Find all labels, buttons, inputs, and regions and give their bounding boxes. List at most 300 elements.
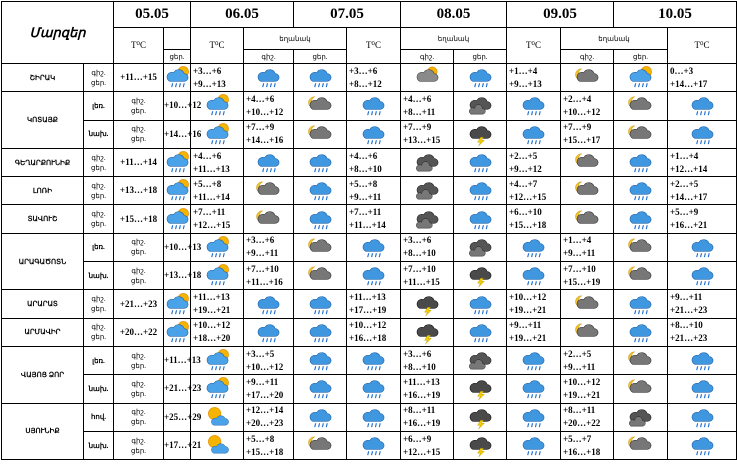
weather-cell [164,318,191,346]
rain-cloud-icon [521,348,546,373]
day-subheader: ցեր. [164,50,191,64]
temperature-range: +3…+6 +8…+12 [347,64,401,92]
day-temperature: +13…+18 [164,262,191,290]
weather-cell [614,346,668,374]
cloud-moon-icon [575,178,600,203]
weather-cell [164,148,191,176]
night-subheader: գիշ. [244,50,294,64]
sun-rain-icon [628,65,653,90]
rain-cloud-icon [361,405,386,430]
weather-cell [347,262,401,290]
weather-cell [347,233,401,261]
temperature-range: +7…+9 +14…+16 [244,120,294,148]
period-label: գիշ. ցեր. [114,375,164,403]
cloud-moon-icon [575,65,600,90]
weather-cell [244,148,294,176]
date-header: 07.05 [294,2,401,28]
cloud-sun-icon [415,65,440,90]
temperature-range: +7…+11 +11…+14 [347,205,401,233]
rain-cloud-icon [521,122,546,147]
rain-cloud-icon [468,320,493,345]
weather-cell [614,205,668,233]
weather-cell [347,375,401,403]
region-name: ԱՐՄԱՎԻՐ [2,318,84,346]
weather-cell [164,290,191,318]
region-row [2,92,737,120]
weather-cell [454,346,507,374]
cloud-icon [628,405,653,430]
sun-cloud-icon [205,433,230,458]
temperature-range: +7…+11 +12…+15 [191,205,244,233]
day-temperature: +21…+23 [164,375,191,403]
weather-cell [454,262,507,290]
temperature-range: +3…+6 +9…+11 [244,233,294,261]
day-temperature: +10…+12 [164,92,191,120]
period-label: գիշ. ցեր. [84,290,114,318]
subregion-label: նախ. [84,262,114,290]
rain-cloud-icon [468,178,493,203]
rain-cloud-icon [690,122,715,147]
weather-cell [454,120,507,148]
weather-cell [294,431,347,459]
rain-cloud-icon [521,405,546,430]
weather-cell [507,92,561,120]
day-temperature: +11…+14 [114,148,164,176]
rain-cloud-icon [628,292,653,317]
period-label: գիշ. ցեր. [84,318,114,346]
rain-cloud-icon [468,292,493,317]
temperature-range: +11…+13 +16…+19 [401,375,454,403]
period-label: գիշ. ցեր. [84,177,114,205]
region-row [2,431,737,459]
temperature-range: +2…+5 +14…+17 [668,177,737,205]
day-temperature: +25…+29 [164,403,191,431]
region-row [2,120,737,148]
weather-cell [507,233,561,261]
weather-cell [614,233,668,261]
weather-cell [454,64,507,92]
temperature-range: +4…+7 +12…+15 [507,177,561,205]
rain-cloud-icon [308,376,333,401]
rain-cloud-icon [521,376,546,401]
temperature-range: +10…+12 +19…+21 [561,375,614,403]
temperature-range: +4…+6 +10…+12 [244,92,294,120]
region-name: ՏԱՎՈՒՇ [2,205,84,233]
temperature-range: +9…+11 +19…+21 [507,318,561,346]
region-name: ՎԱՅՈՑ ՁՈՐ [2,346,84,403]
weather-cell [668,431,737,459]
sun-rain-icon [205,376,230,401]
thunderstorm-icon [468,376,493,401]
weather-cell [454,148,507,176]
period-label: գիշ. ցեր. [114,262,164,290]
rain-cloud-icon [361,376,386,401]
period-label: գիշ. ցեր. [84,205,114,233]
thunderstorm-icon [415,292,440,317]
cloud-icon [468,235,493,260]
cloud-icon [415,178,440,203]
rain-cloud-icon [690,93,715,118]
rain-cloud-icon [256,292,281,317]
region-row [2,233,737,261]
rain-cloud-icon [308,320,333,345]
sun-rain-icon [205,348,230,373]
temperature-range: +3…+6 +8…+10 [401,233,454,261]
cloud-moon-icon [575,207,600,232]
weather-cell [401,290,454,318]
rain-cloud-icon [690,433,715,458]
rain-cloud-icon [690,263,715,288]
sun-rain-icon [165,178,190,203]
weather-cell [294,64,347,92]
weather-header: եղանակ [401,28,507,50]
rain-cloud-icon [628,178,653,203]
weather-cell [454,233,507,261]
temperature-range: +8…+11 +20…+22 [561,403,614,431]
weather-cell [668,92,737,120]
sun-rain-icon [165,292,190,317]
day-temperature: +14…+16 [164,120,191,148]
temperature-range: +7…+9 +13…+15 [401,120,454,148]
day-temperature: +11…+15 [114,64,164,92]
temperature-range: +7…+10 +11…+16 [244,262,294,290]
weather-cell [401,177,454,205]
weather-cell [294,262,347,290]
cloud-moon-icon [256,207,281,232]
cloud-moon-icon [308,122,333,147]
day-temperature: +15…+18 [114,205,164,233]
temp-header: T⁰C [191,28,244,64]
temperature-range: +1…+4 +12…+14 [668,148,737,176]
weather-cell [294,375,347,403]
weather-cell [668,120,737,148]
rain-cloud-icon [308,348,333,373]
cloud-moon-icon [628,122,653,147]
region-name: ՇԻՐԱԿ [2,64,84,92]
temperature-range: +5…+7 +16…+18 [561,431,614,459]
weather-cell [507,431,561,459]
day-temperature: +21…+23 [114,290,164,318]
weather-header: եղանակ [561,28,668,50]
sun-cloud-icon [205,405,230,430]
weather-header: եղանակ [244,28,347,50]
temperature-range: +5…+8 +11…+14 [191,177,244,205]
weather-cell [668,233,737,261]
period-label: գիշ. ցեր. [114,92,164,120]
cloud-moon-icon [628,263,653,288]
weather-cell [294,120,347,148]
temperature-range: +7…+10 +11…+15 [401,262,454,290]
weather-cell [614,403,668,431]
region-column-header: Մարզեր [2,2,114,64]
weather-cell [294,346,347,374]
weather-cell [401,64,454,92]
rain-cloud-icon [628,150,653,175]
day-temperature: +20…+22 [114,318,164,346]
temperature-range: +5…+9 +16…+21 [668,205,737,233]
temperature-range: +7…+9 +15…+17 [561,120,614,148]
weather-cell [614,120,668,148]
region-row [2,177,737,205]
rain-cloud-icon [308,150,333,175]
sun-rain-icon [165,320,190,345]
weather-cell [507,120,561,148]
weather-cell [561,318,614,346]
temperature-range: +10…+12 +16…+18 [347,318,401,346]
temperature-range: +6…+9 +12…+15 [401,431,454,459]
region-name: ԿՈՏԱՅՔ [2,92,84,149]
sun-rain-icon [165,150,190,175]
temperature-range: +7…+10 +15…+19 [561,262,614,290]
rain-cloud-icon [628,320,653,345]
temperature-range: +2…+4 +10…+12 [561,92,614,120]
weather-cell [347,120,401,148]
region-row [2,64,737,92]
weather-cell [347,346,401,374]
temp-header: T⁰C [347,28,401,64]
date-header: 08.05 [401,2,507,28]
cloud-moon-icon [308,235,333,260]
subregion-label: լեռ. [84,233,114,261]
day-subheader: ցեր. [614,50,668,64]
sun-rain-icon [165,207,190,232]
region-row [2,318,737,346]
temperature-range: +4…+6 +8…+10 [347,148,401,176]
cloud-moon-icon [256,178,281,203]
weather-cell [164,205,191,233]
region-name: ԳԵՂԱՐՔՈՒՆԻՔ [2,148,84,176]
cloud-moon-icon [575,320,600,345]
temperature-range: +2…+5 +9…+12 [507,148,561,176]
temperature-range: +9…+11 +17…+20 [244,375,294,403]
weather-cell [454,177,507,205]
thunderstorm-icon [468,263,493,288]
cloud-moon-icon [575,292,600,317]
period-label: գիշ. ցեր. [114,346,164,374]
rain-cloud-icon [628,207,653,232]
rain-cloud-icon [361,122,386,147]
temperature-range: +10…+12 +19…+21 [507,290,561,318]
weather-cell [347,431,401,459]
weather-cell [668,346,737,374]
region-name: ՍՅՈՒՆԻՔ [2,403,84,460]
weather-cell [454,375,507,403]
cloud-icon [468,348,493,373]
cloud-moon-icon [628,376,653,401]
day-temperature: +13…+18 [114,177,164,205]
rain-cloud-icon [256,65,281,90]
rain-cloud-icon [468,150,493,175]
thunderstorm-icon [468,122,493,147]
temp-header: T⁰C [668,28,737,64]
day-temperature: +17…+21 [164,431,191,459]
cloud-moon-icon [628,348,653,373]
rain-cloud-icon [521,235,546,260]
date-header: 05.05 [114,2,191,28]
cloud-moon-icon [308,93,333,118]
period-label: գիշ. ցեր. [114,403,164,431]
weather-cell [401,148,454,176]
weather-cell [614,290,668,318]
temperature-range: +8…+11 +16…+19 [401,403,454,431]
weather-cell [561,290,614,318]
period-label: գիշ. ցեր. [114,120,164,148]
temperature-range: +4…+6 +8…+11 [401,92,454,120]
region-row [2,375,737,403]
temperature-range: +1…+4 +9…+11 [561,233,614,261]
cloud-moon-icon [628,433,653,458]
rain-cloud-icon [308,292,333,317]
weather-cell [294,233,347,261]
cloud-moon-icon [308,263,333,288]
weather-cell [614,318,668,346]
rain-cloud-icon [361,93,386,118]
temperature-range: +6…+10 +15…+18 [507,205,561,233]
temp-header: T⁰C [507,28,561,64]
weather-cell [454,318,507,346]
day-subheader: ցեր. [454,50,507,64]
temperature-range: +3…+6 +9…+13 [191,64,244,92]
temperature-range: +5…+8 +15…+18 [244,431,294,459]
sun-rain-icon [205,263,230,288]
weather-cell [614,64,668,92]
weather-cell [614,92,668,120]
weather-cell [294,177,347,205]
weather-cell [454,431,507,459]
weather-cell [347,92,401,120]
weather-cell [454,290,507,318]
weather-cell [294,290,347,318]
weather-cell [507,262,561,290]
temperature-range: +3…+6 +8…+10 [401,346,454,374]
weather-cell [561,64,614,92]
temperature-range: +2…+5 +9…+11 [561,346,614,374]
sun-rain-icon [205,122,230,147]
rain-cloud-icon [308,405,333,430]
weather-cell [244,205,294,233]
weather-cell [454,92,507,120]
subregion-label: լեռ. [84,92,114,120]
cloud-icon [415,207,440,232]
subregion-label: նախ. [84,120,114,148]
temperature-range: +11…+13 +17…+19 [347,290,401,318]
weather-cell [614,262,668,290]
rain-cloud-icon [256,150,281,175]
weather-cell [668,262,737,290]
temperature-range: +3…+5 +10…+12 [244,346,294,374]
rain-cloud-icon [308,178,333,203]
weather-cell [561,205,614,233]
date-header: 10.05 [614,2,737,28]
rain-cloud-icon [521,263,546,288]
temperature-range: +5…+8 +9…+11 [347,177,401,205]
temperature-range: +1…+4 +9…+13 [507,64,561,92]
rain-cloud-icon [690,376,715,401]
temperature-range: +9…+11 +21…+23 [668,290,737,318]
weather-cell [244,177,294,205]
weather-cell [294,318,347,346]
weather-cell [401,318,454,346]
subregion-label: հով. [84,403,114,431]
region-name: ԼՈՌԻ [2,177,84,205]
day-subheader: ցեր. [294,50,347,64]
temperature-range: +11…+13 +19…+21 [191,290,244,318]
sun-rain-icon [205,93,230,118]
weather-cell [244,318,294,346]
subregion-label: նախ. [84,431,114,459]
date-header: 09.05 [507,2,614,28]
temperature-range: +4…+6 +11…+13 [191,148,244,176]
weather-cell [294,92,347,120]
weather-cell [614,431,668,459]
rain-cloud-icon [468,65,493,90]
thunderstorm-icon [468,433,493,458]
weather-cell [347,403,401,431]
region-row [2,148,737,176]
weather-cell [164,177,191,205]
rain-cloud-icon [361,263,386,288]
temperature-range: +10…+12 +18…+20 [191,318,244,346]
region-row [2,403,737,431]
day-temperature: +10…+13 [164,233,191,261]
sun-rain-icon [165,65,190,90]
temp-header: T⁰C [114,28,164,64]
rain-cloud-icon [468,207,493,232]
weather-cell [244,290,294,318]
weather-cell [561,148,614,176]
cloud-moon-icon [628,93,653,118]
weather-cell [668,375,737,403]
weather-cell [294,205,347,233]
weather-header [164,28,191,50]
period-label: գիշ. ցեր. [84,148,114,176]
cloud-moon-icon [308,433,333,458]
rain-cloud-icon [690,348,715,373]
rain-cloud-icon [521,93,546,118]
rain-cloud-icon [308,65,333,90]
temperature-range: 0…+3 +14…+17 [668,64,737,92]
weather-cell [614,148,668,176]
weather-cell [294,403,347,431]
rain-cloud-icon [361,348,386,373]
weather-cell [507,346,561,374]
cloud-icon [415,150,440,175]
weather-cell [294,148,347,176]
weather-cell [401,205,454,233]
cloud-moon-icon [575,150,600,175]
weather-cell [668,403,737,431]
weather-cell [454,403,507,431]
weather-cell [164,64,191,92]
period-label: գիշ. ցեր. [114,431,164,459]
rain-cloud-icon [521,433,546,458]
region-name: ԱՐԱԳԱԾՈՏՆ [2,233,84,290]
cloud-icon [468,93,493,118]
rain-cloud-icon [256,320,281,345]
thunderstorm-icon [468,405,493,430]
weather-cell [454,205,507,233]
temperature-range: +12…+14 +20…+23 [244,403,294,431]
sun-rain-icon [205,235,230,260]
region-name: ԱՐԱՐԱՏ [2,290,84,318]
subregion-label: նախ. [84,375,114,403]
temperature-range: +8…+10 +21…+23 [668,318,737,346]
subregion-label: լեռ. [84,346,114,374]
forecast-table [1,1,737,460]
region-row [2,262,737,290]
period-label: գիշ. ցեր. [84,64,114,92]
weather-cell [244,64,294,92]
